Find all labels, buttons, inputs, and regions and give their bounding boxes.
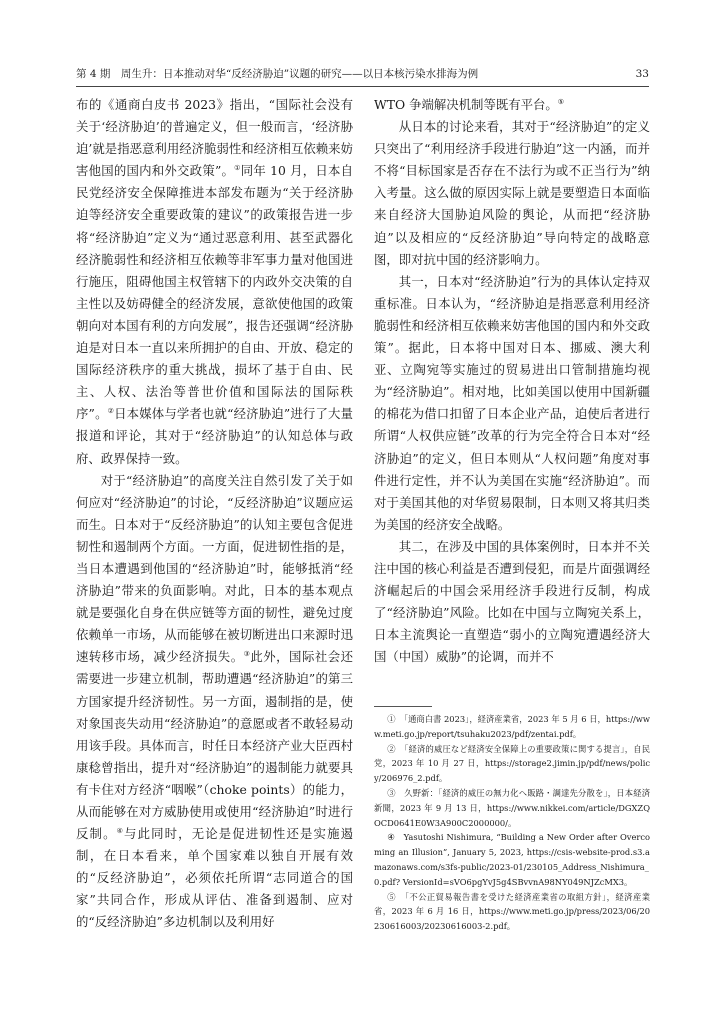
page-number: 33 <box>635 68 649 80</box>
paragraph: 其一，日本对“经济胁迫”行为的具体认定持双重标准。日本认为，“经济胁迫是指恶意利用经济脆弱性和经济相互依赖来妨害他国的国内和外交政策”。据此，日本将中国对日本、挪威、澳大利亚、立陶宛等实施过的贸易进出口管制措施均视为“经济胁迫”。相对地，比如美国以使用中国新疆的棉花为借口扣留了日本企业产品，迫使后者进行所谓“人权供应链”改革的行为完全符合日本对“经济胁迫”的定义，但日本则从“人权问题”角度对事件进行定性，并不认为美国在实施“经济胁迫”。而对于美国其他的对华贸易限制，日本则又将其归类为美国的经济安全战略。 <box>374 273 650 532</box>
footnote-rule <box>374 706 432 707</box>
footnote: ② 「経済的威圧など経済安全保障上の重要政策に関する提言」，自民党，2023 年 10 月 27 日，https://storage2.jimin.jp/pdf/news/policy/206976_2.pdf。 <box>374 743 650 784</box>
paragraph: 从日本的讨论来看，其对于“经济胁迫”的定义只突出了“利用经济手段进行胁迫”这一内涵，而并不将“目标国家是否存在不法行为或不正当行为”纳入考量。这么做的原因实际上就是要塑造日本面临来自经济大国胁迫风险的舆论，从而把“经济胁迫”以及相应的“反经济胁迫”导向特定的战略意图，即对抗中国的经济影响力。 <box>374 119 650 267</box>
paragraph: 对于“经济胁迫”的高度关注自然引发了关于如何应对“经济胁迫”的讨论，“反经济胁迫”议题应运而生。日本对于“反经济胁迫”的认知主要包含促进韧性和遏制两个方面。一方面，促进韧性指的是，当日本遭遇到他国的“经济胁迫”时，能够抵消“经济胁迫”带来的负面影响。对此，日本的基本观点就是要强化自身在供应链等方面的韧性，避免过度依赖单一市场，从而能够在被切断进出口来源时迅速转移市场，减少经济损失。③此外，国际社会还需要进一步建立机制，帮助遭遇“经济胁迫”的第三方国家提升经济韧性。另一方面，遏制指的是，使对象国丧失动用“经济胁迫”的意愿或者不敢轻易动用该手段。具体而言，时任日本经济产业大臣西村康稔曾指出，提升对“经济胁迫”的遏制能力就要具有卡住对方经济“咽喉”（choke points）的能力，从而能够在对方威胁使用或使用“经济胁迫”时进行反制。④与此同时，无论是促进韧性还是实施遏制，在日本看来，单个国家难以独自开展有效的“反经济胁迫”，必须依托所谓“志同道合的国家”共同合作，形成从评估、准备到遏制、应对的“反经济胁迫”多边机制以及利用好 <box>76 472 354 930</box>
footnote: ③ 久野新：「経済的威圧の無力化へ販路・調達先分散を」，日本経済新聞，2023 年 9 月 13 日，https://www.nikkei.com/article/DGXZQOCD0641E0W3A900C2000000/。 <box>374 787 650 828</box>
footnotes <box>374 712 650 934</box>
right-column <box>374 94 650 668</box>
footnote-ref: ⑤ <box>557 97 565 106</box>
footnote-ref: ① <box>234 164 241 173</box>
paragraph: 其二，在涉及中国的具体案例时，日本并不关注中国的核心利益是否遭到侵犯，而是片面强调经济崛起后的中国会采用经济手段进行反制，构成了“经济胁迫”风险。比如在中国与立陶宛关系上，日本主流舆论一直塑造“弱小的立陶宛遭遇经济大国（中国）威胁”的论调，而并不 <box>374 538 650 665</box>
header-title: 第 4 期 周生升：日本推动对华“反经济胁迫”议题的研究——以日本核污染水排海为例 <box>76 68 479 80</box>
footnote-ref: ④ <box>116 826 125 835</box>
footnote: ④ Yasutoshi Nishimura, “Building a New Order after Overcoming an Illusion”, January 5, 2023, https://csis-website-prod.s3.amazonaws.com/s3fs-public/2023-01/230105_Address_Nishimura_0.pdf? VersionId=sVO6pgYvJ5g4SBvvnA98NY049NJZcMX3。 <box>374 832 650 887</box>
paragraph: 布的《通商白皮书 2023》指出，“国际社会没有关于‘经济胁迫’的普遍定义，但一般而言，‘经济胁迫’就是指恶意利用经济脆弱性和经济相互依赖来妨害他国的国内和外交政策”。①同年 10 月，日本自民党经济安全保障推进本部发布题为“关于经济胁迫等经济安全重要政策的建议”的政策报告进一步将“经济胁迫”定义为“通过恶意利用、甚至武器化经济脆弱性和经济相互依赖等非军事力量对他国进行施压，阻碍他国主权管辖下的内政外交决策的自主性以及妨碍健全的经济发展，意欲使他国的政策朝向对本国有利的方向发展”，报告还强调“经济胁迫是对日本一直以来所拥护的自由、开放、稳定的国际经济秩序的重大挑战，损坏了基于自由、民主、人权、法治等普世价值和国际法的国际秩序”。②日本媒体与学者也就“经济胁迫”进行了大量报道和评论，其对于“经济胁迫”的认知总体与政府、政界保持一致。 <box>76 97 353 466</box>
header-rule <box>76 86 649 87</box>
footnote: ① 「通商白書 2023」，経済産業省，2023 年 5 月 6 日，https://www.meti.go.jp/report/tsuhaku2023/pdf/zentai.pdf。 <box>374 714 650 739</box>
left-column <box>76 94 353 934</box>
footnote: ⑤ 「不公正貿易報告書を受けた経済産業省の取組方針」，経済産業省，2023 年 6 月 16 日，https://www.meti.go.jp/press/2023/06/20230616003/20230616003-2.pdf。 <box>374 891 650 932</box>
footnote-ref: ② <box>107 407 115 416</box>
paragraph: WTO 争端解决机制等既有平台。⑤ <box>374 97 565 112</box>
footnote-ref: ③ <box>243 650 251 659</box>
running-header <box>76 64 649 84</box>
